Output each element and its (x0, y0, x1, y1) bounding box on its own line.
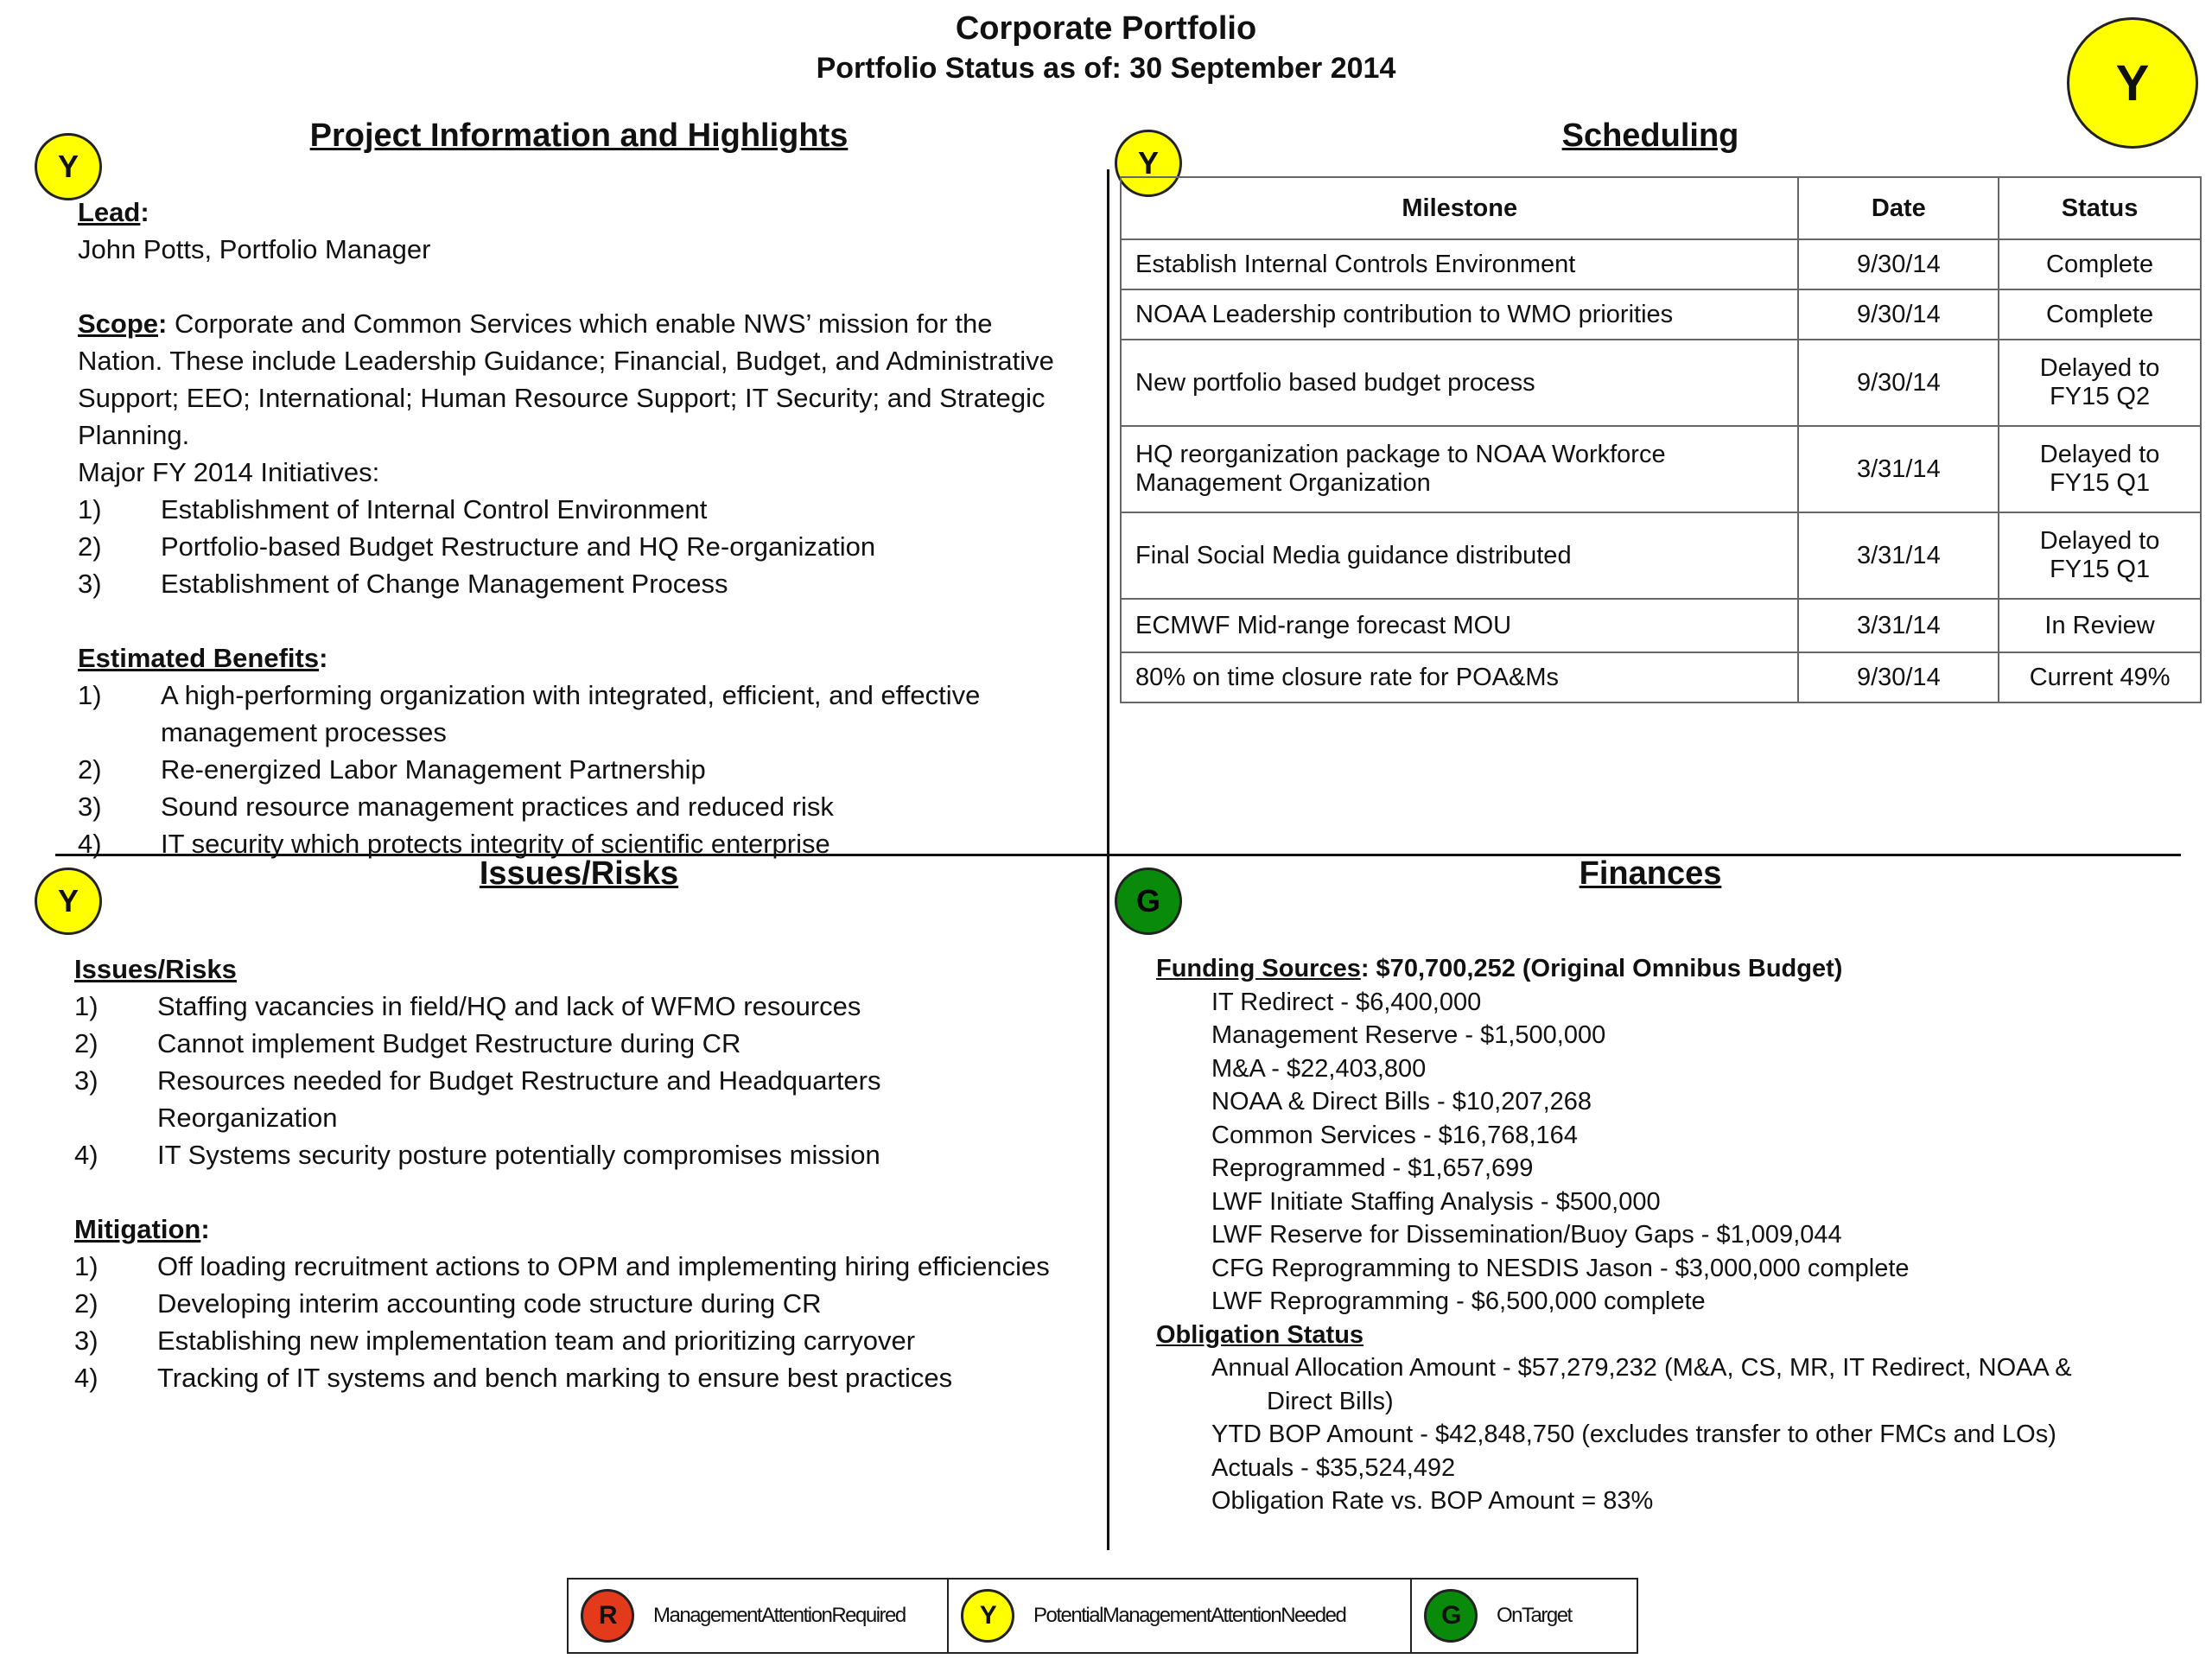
issue-item-number: 3) (74, 1065, 99, 1096)
scheduling-status-indicator: Y (1115, 130, 1182, 197)
red-status-icon: R (581, 1589, 634, 1643)
table-row (1121, 426, 2201, 512)
finances-heading: Finances (1579, 855, 1722, 892)
date-cell: 3/31/14 (1798, 512, 1999, 599)
milestone-table-header (1121, 177, 2201, 239)
status-cell: Delayed to FY15 Q2 (1999, 340, 2201, 426)
date-cell: 3/31/14 (1798, 426, 1999, 512)
issues-section: Issues/Risks 1) Staffing vacancies in field/HQ and lack of WFMO resources 2) Cannot implement Budget Restructure during CR 3) Resources needed for Budget Restructure and Headquarters Reorganization 4) IT Systems security posture potentially compromises mission Mitigation: 1) Off loading recruitment actions to OPM and implementing hiring efficiencies 2) Developing interim accounting code structure during CR 3) Establishing new implementation team and prioritizing carryover 4) Tracking of IT systems and bench marking to ensure best practices (74, 950, 1059, 1396)
issues-heading: Issues/Risks (479, 855, 679, 892)
annual-allocation-line1: Annual Allocation Amount - $57,279,232 (M&A, CS, MR, IT Redirect, NOAA & (1211, 1354, 2072, 1382)
status-cell: Delayed to FY15 Q1 (1999, 512, 2201, 599)
issue-item-text: Resources needed for Budget Restructure and Headquarters Reorganization (157, 1065, 881, 1133)
issue-item-number: 1) (74, 991, 99, 1021)
mitigation-item-number: 3) (74, 1325, 99, 1356)
benefit-item-number: 4) (78, 829, 102, 859)
project-info-status-indicator: Y (35, 133, 102, 200)
lead-value: John Potts, Portfolio Manager (78, 234, 431, 264)
mitigation-item-number: 2) (74, 1288, 99, 1319)
finances-section (1156, 952, 2176, 1518)
benefit-item-text: IT security which protects integrity of scientific enterprise (161, 829, 830, 859)
initiative-item-number: 1) (78, 494, 102, 524)
benefit-item (78, 751, 1063, 788)
lead-label: Lead (78, 197, 141, 227)
funding-label: Funding Sources (1156, 955, 1361, 982)
benefit-item-text: A high-performing organization with integrated, efficient, and effective management processes (161, 680, 981, 747)
date-cell: 9/30/14 (1798, 289, 1999, 340)
funding-item: M&A - $22,403,800 (1211, 1054, 1427, 1083)
initiative-item-text: Portfolio-based Budget Restructure and HQ Re-organization (161, 531, 876, 562)
legend-label-yellow: PotentialManagementAttentionNeeded (1033, 1604, 1346, 1627)
obligation-label: Obligation Status (1156, 1320, 1364, 1349)
scheduling-heading: Scheduling (1561, 118, 1739, 154)
issue-item (74, 1062, 1059, 1136)
initiative-item-number: 2) (78, 531, 102, 562)
issues-label: Issues/Risks (74, 954, 237, 984)
initiatives-list (78, 491, 1063, 602)
green-status-icon: G (1424, 1589, 1478, 1643)
initiative-item (78, 491, 1063, 528)
legend-item-red (569, 1580, 949, 1652)
legend-item-green (1412, 1580, 1637, 1652)
project-info-section: Lead: John Potts, Portfolio Manager Scope: Corporate and Common Services which enable NWS’ mission for the Nation. These include Leadership Guidance; Financial, Budget, and Administrative Support; EEO; International; Human Resource Support; IT Security; and Strategic Planning. Major FY 2014 Initiatives: 1) Establishment of Internal Control Environment 2) Portfolio-based Budget Restructure and HQ Re-organization 3) Establishment of Change Management Process Estimated Benefits: 1) A high-performing organization with integrated, efficient, and effective management processes 2) Re-energized Labor Management Partnership 3) Sound resource management practices and reduced risk 4) IT security which protects integrity of scientific enterprise (78, 194, 1063, 862)
status-cell: In Review (1999, 599, 2201, 652)
legend-item-yellow (949, 1580, 1412, 1652)
table-row (1121, 652, 2201, 702)
milestone-table (1120, 176, 2202, 703)
column-header-milestone: Milestone (1121, 177, 1798, 239)
funding-item: Common Services - $16,768,164 (1211, 1121, 1578, 1149)
benefit-item (78, 677, 1063, 751)
funding-item: IT Redirect - $6,400,000 (1211, 988, 1482, 1016)
initiative-item-text: Establishment of Change Management Process (161, 569, 728, 599)
mitigation-item-text: Off loading recruitment actions to OPM and implementing hiring efficiencies (157, 1251, 1050, 1281)
mitigation-item (74, 1285, 1059, 1322)
finances-status-indicator: G (1115, 868, 1182, 935)
status-cell: Current 49% (1999, 652, 2201, 702)
status-legend (567, 1578, 1638, 1654)
issues-status-indicator: Y (35, 868, 102, 935)
funding-item: LWF Reprogramming - $6,500,000 complete (1211, 1287, 1706, 1315)
funding-item: NOAA & Direct Bills - $10,207,268 (1211, 1088, 1592, 1116)
mitigation-item-text: Tracking of IT systems and bench marking to ensure best practices (157, 1363, 953, 1393)
benefit-item-number: 1) (78, 680, 102, 710)
table-row (1121, 239, 2201, 289)
benefit-item-text: Re-energized Labor Management Partnership (161, 754, 706, 785)
yellow-status-icon: Y (961, 1589, 1014, 1643)
benefit-item-number: 2) (78, 754, 102, 785)
table-row (1121, 599, 2201, 652)
issue-item-text: Staffing vacancies in field/HQ and lack of WFMO resources (157, 991, 861, 1021)
mitigation-item-number: 1) (74, 1251, 99, 1281)
mitigation-item (74, 1322, 1059, 1359)
mitigation-list (74, 1248, 1059, 1396)
status-cell: Complete (1999, 239, 2201, 289)
milestone-cell: NOAA Leadership contribution to WMO priorities (1121, 289, 1798, 340)
legend-label-green: OnTarget (1497, 1604, 1572, 1627)
benefits-label: Estimated Benefits (78, 643, 320, 673)
column-header-date: Date (1798, 177, 1999, 239)
overall-status-indicator: Y (2067, 17, 2198, 149)
legend-label-red: ManagementAttentionRequired (653, 1604, 906, 1627)
mitigation-label: Mitigation (74, 1214, 201, 1244)
date-cell: 9/30/14 (1798, 239, 1999, 289)
scope-paragraph: Scope: Corporate and Common Services which enable NWS’ mission for the Nation. These include Leadership Guidance; Financial, Budget, and Administrative Support; EEO; International; Human Resource Support; IT Security; and Strategic Planning. (78, 308, 1054, 450)
obligation-item: Obligation Rate vs. BOP Amount = 83% (1211, 1487, 1654, 1515)
vertical-divider (1107, 169, 1109, 1550)
obligation-list (1156, 1418, 2176, 1518)
milestone-cell: Establish Internal Controls Environment (1121, 239, 1798, 289)
issue-item-number: 4) (74, 1140, 99, 1170)
column-header-status: Status (1999, 177, 2201, 239)
date-cell: 9/30/14 (1798, 652, 1999, 702)
mitigation-item-number: 4) (74, 1363, 99, 1393)
funding-list (1156, 986, 2176, 1319)
funding-item: CFG Reprogramming to NESDIS Jason - $3,000,000 complete (1211, 1254, 1910, 1282)
status-cell: Delayed to FY15 Q1 (1999, 426, 2201, 512)
date-cell: 9/30/14 (1798, 340, 1999, 426)
annual-allocation-line2: Direct Bills) (1267, 1387, 1394, 1415)
funding-item: LWF Reserve for Dissemination/Buoy Gaps - $1,009,044 (1211, 1221, 1842, 1249)
issue-item-text: IT Systems security posture potentially compromises mission (157, 1140, 880, 1170)
milestone-cell: New portfolio based budget process (1121, 340, 1798, 426)
issue-item-number: 2) (74, 1028, 99, 1058)
milestone-cell: 80% on time closure rate for POA&Ms (1121, 652, 1798, 702)
date-cell: 3/31/14 (1798, 599, 1999, 652)
initiatives-label: Major FY 2014 Initiatives: (78, 457, 380, 487)
funding-item: Reprogrammed - $1,657,699 (1211, 1154, 1534, 1182)
issue-item (74, 988, 1059, 1025)
scope-text: Corporate and Common Services which enable NWS’ mission for the Nation. These include Leadership Guidance; Financial, Budget, and Administrative Support; EEO; International; Human Resource Support; IT Security; and Strategic Planning. (78, 308, 1054, 450)
mitigation-item-text: Establishing new implementation team and prioritizing carryover (157, 1325, 916, 1356)
milestone-cell: ECMWF Mid-range forecast MOU (1121, 599, 1798, 652)
benefit-item-number: 3) (78, 791, 102, 822)
page-title: Corporate Portfolio (955, 10, 1257, 47)
initiative-item (78, 565, 1063, 602)
issues-list (74, 988, 1059, 1173)
benefits-list (78, 677, 1063, 862)
mitigation-item (74, 1359, 1059, 1396)
benefit-item-text: Sound resource management practices and reduced risk (161, 791, 834, 822)
initiative-item (78, 528, 1063, 565)
scope-label: Scope (78, 308, 159, 339)
milestone-cell: Final Social Media guidance distributed (1121, 512, 1798, 599)
funding-total: : $70,700,252 (Original Omnibus Budget) (1360, 955, 1843, 982)
table-row (1121, 289, 2201, 340)
table-row (1121, 340, 2201, 426)
funding-item: LWF Initiate Staffing Analysis - $500,000 (1211, 1187, 1661, 1216)
project-info-heading: Project Information and Highlights (309, 118, 849, 154)
initiative-item-text: Establishment of Internal Control Environment (161, 494, 708, 524)
obligation-item: Actuals - $35,524,492 (1211, 1453, 1456, 1482)
issue-item (74, 1025, 1059, 1062)
page-subtitle: Portfolio Status as of: 30 September 2014 (816, 52, 1396, 85)
obligation-item: YTD BOP Amount - $42,848,750 (excludes transfer to other FMCs and LOs) (1211, 1421, 2056, 1448)
milestone-cell: HQ reorganization package to NOAA Workforce Management Organization (1121, 426, 1798, 512)
table-row (1121, 512, 2201, 599)
mitigation-item-text: Developing interim accounting code structure during CR (157, 1288, 822, 1319)
initiative-item-number: 3) (78, 569, 102, 599)
benefit-item (78, 788, 1063, 825)
mitigation-item (74, 1248, 1059, 1285)
status-cell: Complete (1999, 289, 2201, 340)
funding-item: Management Reserve - $1,500,000 (1211, 1021, 1606, 1049)
issue-item-text: Cannot implement Budget Restructure during CR (157, 1028, 741, 1058)
issue-item (74, 1136, 1059, 1173)
